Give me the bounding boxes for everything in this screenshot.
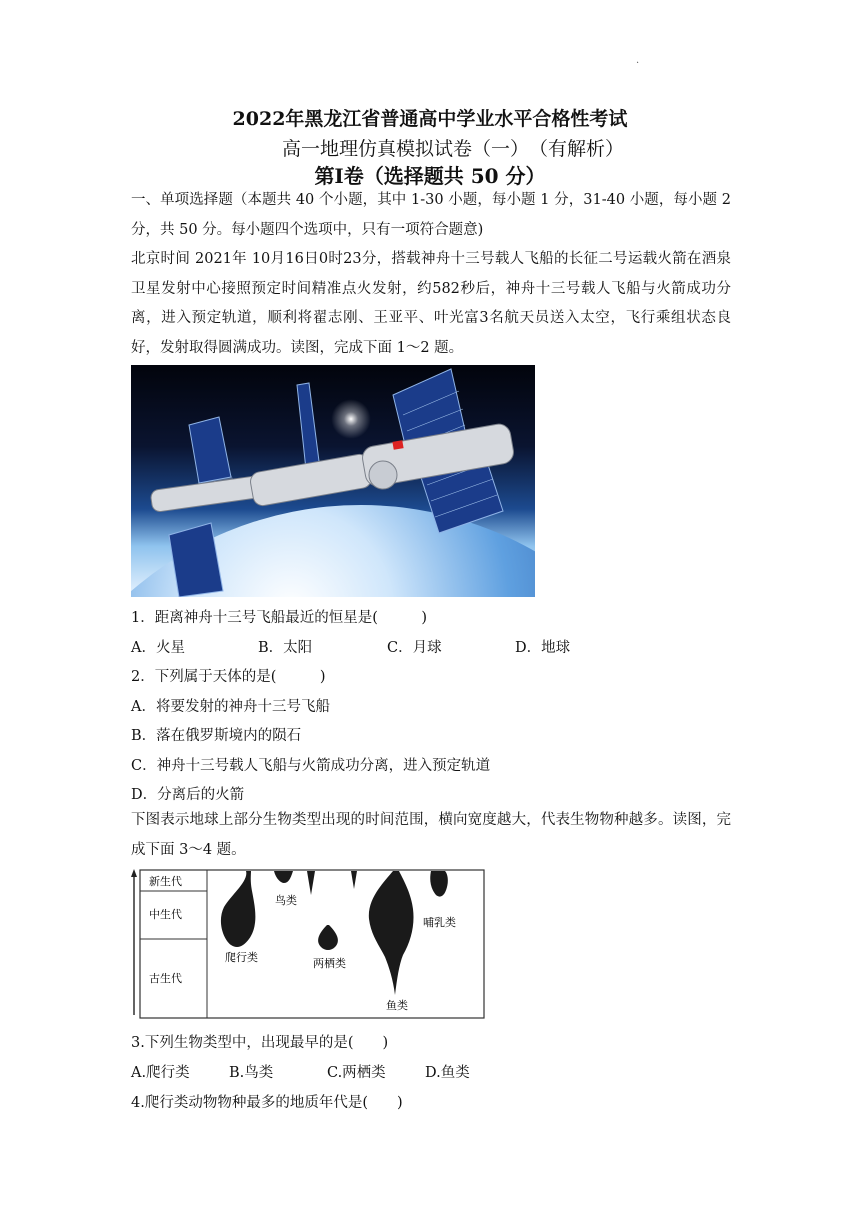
question-4-stem: 4.爬行类动物物种最多的地质年代是( ) [131,1095,403,1111]
q2-option-b[interactable]: B．落在俄罗斯境内的陨石 [131,728,302,744]
label-amphibians: 两栖类 [313,957,346,970]
passage-evolution: 下图表示地球上部分生物类型出现的时间范围，横向宽度越大，代表生物物种越多。读图，完成下面 3～4 题。 [131,812,731,858]
label-fish: 鱼类 [386,999,408,1012]
label-reptiles: 爬行类 [225,951,258,964]
q3-option-b[interactable]: B.鸟类 [229,1065,274,1081]
q3-option-c[interactable]: C.两栖类 [327,1065,386,1081]
q2-option-a[interactable]: A．将要发射的神舟十三号飞船 [131,699,330,715]
q1-option-a[interactable]: A．火星 [131,640,185,656]
evolution-diagram [131,869,485,1019]
exam-subtitle: 高一地理仿真模拟试卷（一） （有解析） [282,138,625,160]
question-2-stem: 2．下列属于天体的是( ) [131,669,326,685]
part-title: 第Ⅰ卷（选择题共 50 分） [314,164,546,188]
q3-option-d[interactable]: D.鱼类 [425,1065,470,1081]
era-mesozoic: 中生代 [149,908,182,921]
space-station-photo [131,365,535,597]
space-station-illustration [131,365,535,597]
question-1-stem: 1．距离神舟十三号飞船最近的恒星是( ) [131,610,428,626]
era-cenozoic: 新生代 [149,875,182,888]
label-birds: 鸟类 [275,894,297,907]
exam-title: 2022年黑龙江省普通高中学业水平合格性考试 [232,108,628,130]
q3-option-a[interactable]: A.爬行类 [131,1065,190,1081]
page-dot: · [636,58,640,69]
question-3-stem: 3.下列生物类型中，出现最早的是( ) [131,1035,389,1051]
q2-option-c[interactable]: C．神舟十三号载人飞船与火箭成功分离，进入预定轨道 [131,758,491,774]
q1-option-c[interactable]: C．月球 [387,640,442,656]
q1-option-b[interactable]: B．太阳 [258,640,313,656]
q1-option-d[interactable]: D．地球 [515,640,571,656]
label-mammals: 哺乳类 [423,916,456,929]
section-instructions: 一、单项选择题（本题共 40 个小题，其中 1-30 小题，每小题 1 分，31-40 小题，每小题 2 分，共 50 分。每小题四个选项中，只有一项符合题意) [131,192,731,238]
q2-option-d[interactable]: D．分离后的火箭 [131,787,245,803]
era-paleozoic: 古生代 [149,972,182,985]
passage-shenzhou: 北京时间 2021年 10月16日0时23分，搭载神舟十三号载人飞船的长征二号运载火箭在酒泉卫星发射中心接照预定时间精准点火发射，约582秒后，神舟十三号载人飞船与火箭成功分离，进入预定轨道，顺利将翟志刚、王亚平、叶光富3名航天员送入太空，飞行乘组状态良好，发射取得圆满成功。读图，完成下面 1～2 题。 [131,251,731,356]
